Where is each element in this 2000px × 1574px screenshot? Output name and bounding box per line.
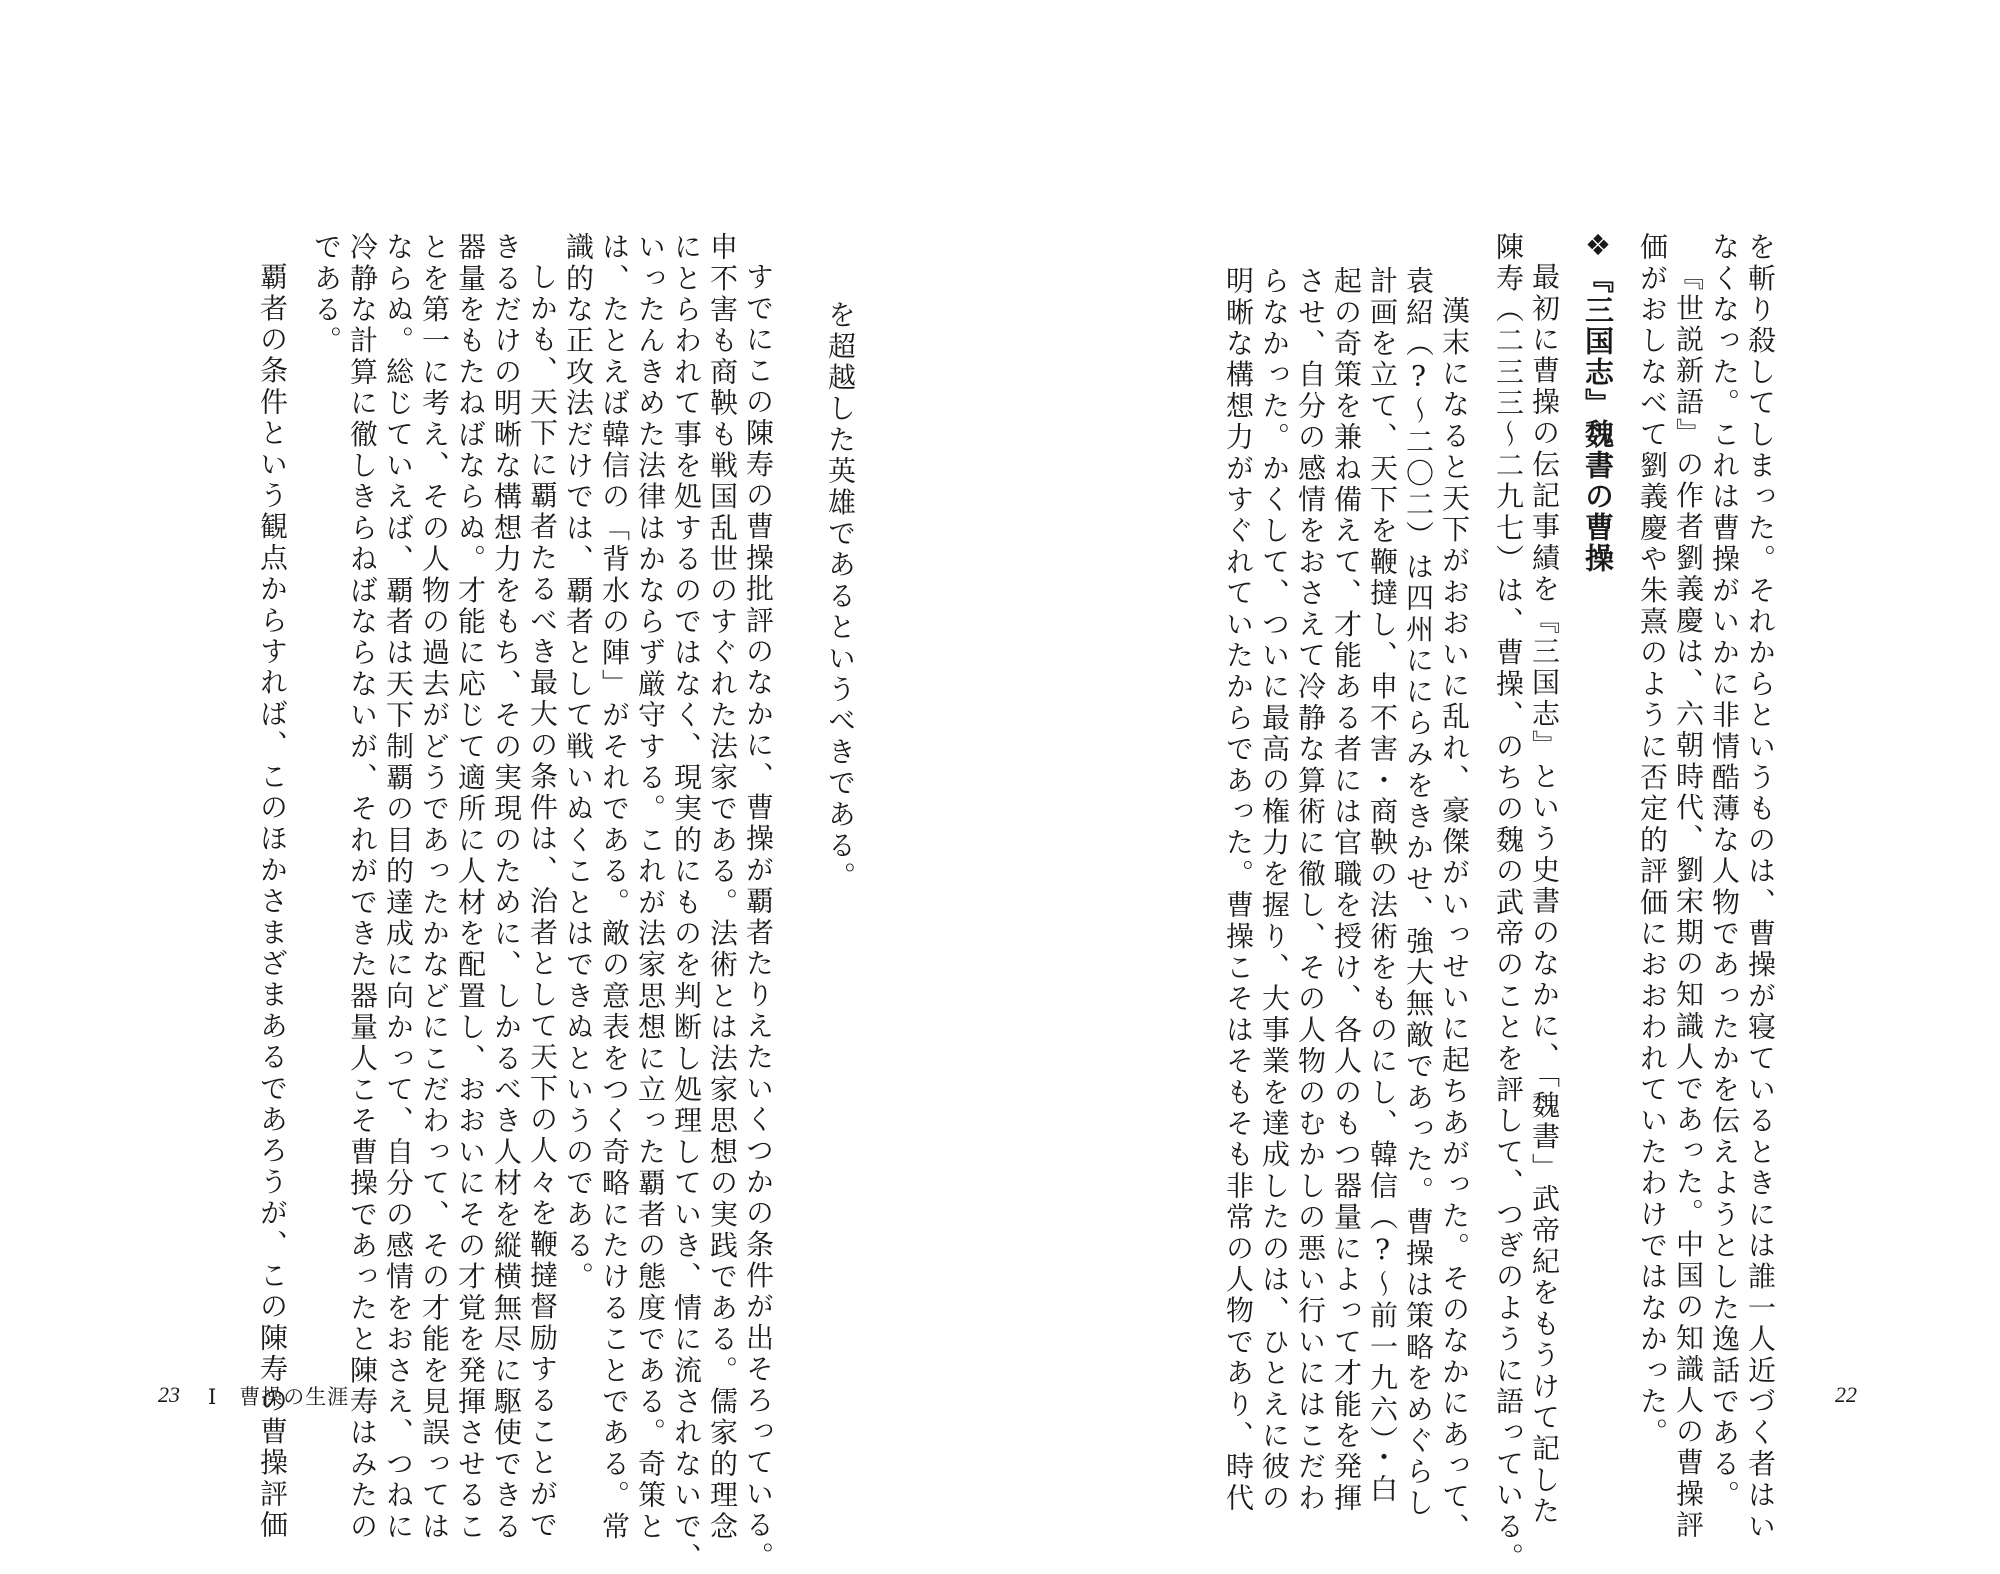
text-column: ならぬ。総じていえば、覇者は天下制覇の目的達成に向かって、自分の感情をおさえ、つねに bbox=[382, 232, 415, 1543]
quote-column: させ、自分の感情をおさえて冷静な算術に徹し、その人物のむかしの悪い行いにはこだわ bbox=[1294, 266, 1327, 1514]
text-column: きるだけの明晰な構想力をもち、その実現のために、しかるべき人材を縦横無尽に駆使できる bbox=[490, 232, 523, 1543]
quote-column: 明晰な構想力がすぐれていたからであった。曹操こそはそもそも非常の人物であり、時代 bbox=[1222, 266, 1255, 1514]
text-column: なくなった。これは曹操がいかに非情酷薄な人物であったかを伝えようとした逸話である。 bbox=[1708, 232, 1741, 1512]
page-number: 23 bbox=[158, 1382, 180, 1407]
right-page bbox=[1000, 0, 2000, 1574]
text-column: 覇者の条件という観点からすれば、このほかさまざまあるであろうが、この陳寿の曹操評価 bbox=[256, 262, 289, 1542]
text-column: 陳寿（二三三〜二九七）は、曹操、のちの魏の武帝のことを評して、つぎのように語っている。 bbox=[1492, 232, 1525, 1574]
page-number: 22 bbox=[1835, 1382, 1857, 1407]
quote-column: 計画を立て、天下を鞭撻し、申不害・商鞅の法術をものにし、韓信（?〜前一九六）・白 bbox=[1366, 266, 1399, 1505]
text-column: 識的な正攻法だけでは、覇者として戦いぬくことはできぬというのである。 bbox=[562, 232, 595, 1293]
text-column: 『世説新語』の作者劉義慶は、六朝時代、劉宋期の知識人であった。中国の知識人の曹操評 bbox=[1672, 262, 1705, 1542]
text-column: すでにこの陳寿の曹操批評のなかに、曹操が覇者たりえたいくつかの条件が出そろっている。 bbox=[742, 262, 775, 1573]
text-column: 器量をもたねばならぬ。才能に応じて適所に人材を配置し、おおいにその才覚を発揮させるこ bbox=[454, 232, 487, 1543]
quote-column: 起の奇策を兼ね備えて、才能ある者には官職を授け、各人のもつ器量によって才能を発揮 bbox=[1330, 266, 1363, 1514]
text-column: にとらわれて事を処するのではなく、現実的にものを判断し処理していき、情に流されないで、 bbox=[670, 232, 703, 1574]
text-column: を斬り殺してしまった。それからというものは、曹操が寝ているときには誰一人近づく者はい bbox=[1744, 232, 1777, 1543]
quote-column: を超越した英雄であるというべきである。 bbox=[824, 300, 857, 893]
text-column: 最初に曹操の伝記事績を『三国志』という史書のなかに、「魏書」武帝紀をもうけて記した bbox=[1528, 262, 1561, 1528]
section-heading: ❖『三国志』魏書の曹操 bbox=[1581, 228, 1615, 574]
text-column: 冷静な計算に徹しきらねばならないが、それができた器量人こそ曹操であったと陳寿はみたの bbox=[346, 232, 379, 1543]
text-column: とを第一に考え、その人物の過去がどうであったかなどにこだわって、その才能を見誤っては bbox=[418, 232, 451, 1543]
text-column: しかも、天下に覇者たるべき最大の条件は、治者として天下の人々を鞭撻督励することがで bbox=[526, 262, 559, 1542]
text-column: 価がおしなべて劉義慶や朱熹のように否定的評価におおわれていたわけではなかった。 bbox=[1636, 232, 1669, 1449]
running-head: Ⅰ 曹操の生涯 bbox=[208, 1385, 350, 1409]
text-column: いったんきめた法律はかならず厳守する。これが法家思想に立った覇者の態度である。奇策と bbox=[634, 232, 667, 1543]
text-column: 申不害も商鞅も戦国乱世のすぐれた法家である。法術とは法家思想の実践である。儒家的理念 bbox=[706, 232, 739, 1543]
quote-column: 袁紹（?〜二〇二）は四州ににらみをきかせ、強大無敵であった。曹操は策略をめぐらし bbox=[1402, 266, 1435, 1519]
quote-column: 漢末になると天下がおおいに乱れ、豪傑がいっせいに起ちあがった。そのなかにあって、 bbox=[1438, 296, 1471, 1544]
quote-column: らなかった。かくして、ついに最高の権力を握り、大事業を達成したのは、ひとえに彼の bbox=[1258, 266, 1291, 1514]
text-column: である。 bbox=[310, 232, 343, 357]
text-column: は、たとえば韓信の「背水の陣」がそれである。敵の意表をつく奇略にたけることである。常 bbox=[598, 232, 631, 1543]
